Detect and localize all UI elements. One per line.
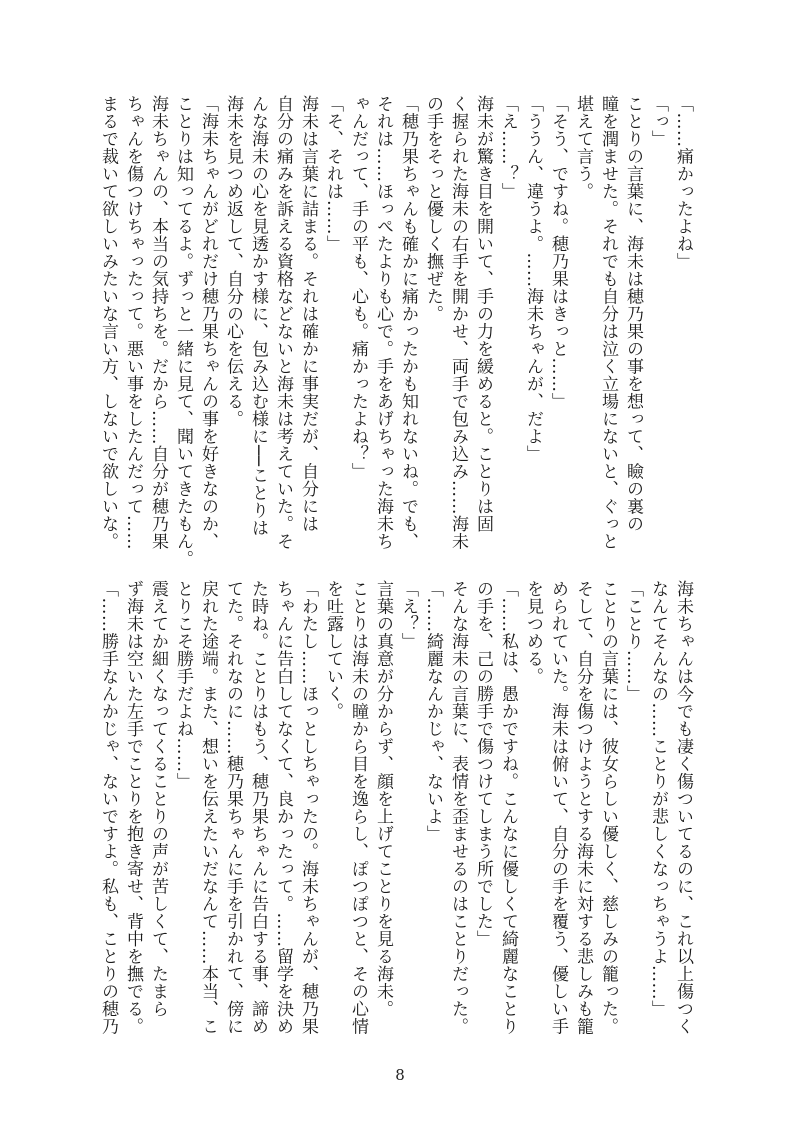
text-line: それは……ほっぺたよりも心で。手をあげちゃった海未ち [373,95,393,550]
text-line: とりこそ勝手だよね……」 [173,580,193,790]
text-line: 海未が驚き目を開いて、手の力を緩めると。ことりは固 [473,95,493,533]
text-line: 「ううん、違うよ。……海未ちゃんが、だよ」 [523,95,543,463]
text-line: 「そう、ですね。穂乃果はきっと……」 [548,95,568,410]
text-line: 海未を見つめ返して、自分の心を伝える。 [223,95,243,428]
text-line: の手を、己の勝手で傷つけてしまう所でした」 [473,580,493,948]
text-line: ことりの言葉に、海未は穂乃果の事を想って、瞼の裏の [623,95,643,533]
text-line: を見つめる。 [523,580,543,685]
text-line: 堪えて言う。 [573,95,593,200]
text-line: 「っ」 [648,95,668,148]
text-line: の手をそっと優しく撫ぜた。 [423,95,443,323]
text-line: ちゃんを傷つけちゃったって。悪い事をしたんだって…… [123,95,143,550]
upper-text-block [98,95,695,568]
lower-text-block [98,580,695,1040]
page-number: 8 [395,1066,405,1084]
text-line: 「海未ちゃんがどれだけ穂乃果ちゃんの事を好きなのか、 [198,95,218,550]
text-line: ことりの言葉には、彼女らしい優しく、慈しみの籠った。 [598,580,618,1035]
text-line: 海未ちゃんは今でも凄く傷ついてるのに、これ以上傷つく [673,580,693,1035]
text-line: そして、自分を傷つけようとする海未に対する悲しみも籠 [573,580,593,1035]
text-line: 「……痛かったよね」 [673,95,693,270]
text-line: 「わたし……ほっとしちゃったの。海未ちゃんが、穂乃果 [298,580,318,1035]
text-line: た時ね。ことりはもう、穂乃果ちゃんに告白する事、諦め [248,580,268,1035]
text-line: 震えてか細くなってくることりの声が苦しくて、たまら [148,580,168,1018]
text-line: ゃんだって、手の平も、心も。痛かったよね？」 [348,95,368,480]
text-line: ことりは海未の瞳から目を逸らし、ぽつぽつと、その心情 [348,580,368,1035]
text-line: 「え？」 [398,580,418,650]
text-line: を吐露していく。 [323,580,343,720]
text-line: 「穂乃果ちゃんも確かに痛かったかも知れないね。でも、 [398,95,418,550]
text-line: 戻れた途端。また、想いを伝えたいだなんて……本当、こ [198,580,218,1035]
text-line: そんな海未の言葉に、表情を歪ませるのはことりだった。 [448,580,468,1035]
text-line: 海未ちゃんの、本当の気持ちを。だから……自分が穂乃果 [148,95,168,550]
text-line: 「……綺麗なんかじゃ、ないよ」 [423,580,443,843]
text-line: 「……私は、愚かですね。こんなに優しくて綺麗なことり [498,580,518,1035]
text-line: く握られた海未の右手を開かせ、両手で包み込み……海未 [448,95,468,550]
text-line: なんてそんなの……ことりが悲しくなっちゃうよ……」 [648,580,668,1018]
text-line: 「ことり……」 [623,580,643,703]
text-line: 「そ、それは……」 [323,95,343,253]
text-line: 自分の痛みを訴える資格などないと海未は考えていた。そ [273,95,293,550]
text-line: められていた。海未は俯いて、自分の手を覆う、優しい手 [548,580,568,1035]
text-line: 「え……？」 [498,95,518,200]
text-line: 「……勝手なんかじゃ、ないですよ。私も、ことりの穂乃 [98,580,118,1035]
text-line: 言葉の真意が分からず、顔を上げてことりを見る海未。 [373,580,393,1018]
text-line: 海未は言葉に詰まる。それは確かに事実だが、自分には [298,95,318,533]
text-line: 瞳を潤ませた。それでも自分は泣く立場にないと、ぐっと [598,95,618,550]
text-line: てた。それなのに……穂乃果ちゃんに手を引かれて、傍に [223,580,243,1035]
text-line: ことりは知ってるよ。ずっと一緒に見て、聞いてきたもん。 [173,95,193,568]
text-line: まるで裁いて欲しいみたいな言い方、しないで欲しいな。 [98,95,118,550]
text-line: んな海未の心を見透かす様に、包み込む様に──ことりは [248,95,268,537]
text-line: ず海未は空いた左手でことりを抱き寄せ、背中を撫でる。 [123,580,143,1035]
text-line: ちゃんに告白してなくて、良かったって。……留学を決め [273,580,293,1035]
